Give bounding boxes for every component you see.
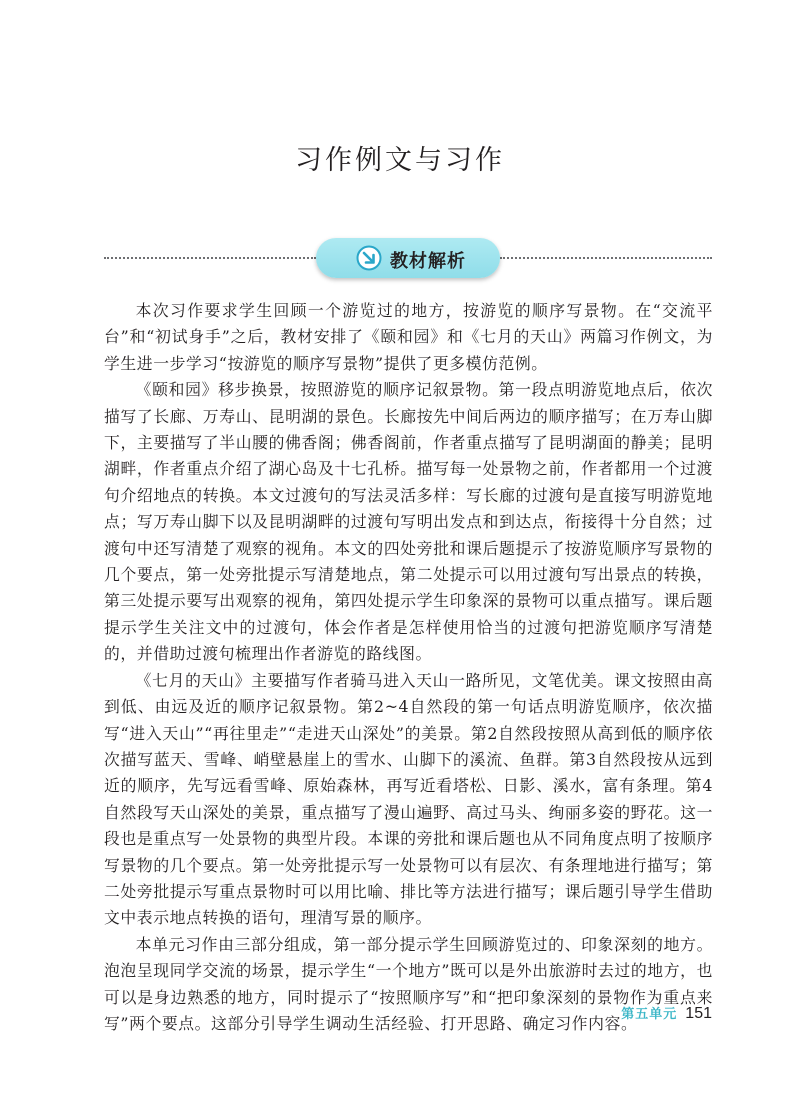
dotted-divider-left bbox=[104, 257, 316, 259]
unit-label: 第五单元 bbox=[621, 1007, 678, 1022]
arrow-circle-icon bbox=[356, 245, 382, 271]
body-text bbox=[104, 298, 713, 1037]
paragraph-writing-task: 本单元习作由三部分组成，第一部分提示学生回顾游览过的、印象深刻的地方。泡泡呈现同学交流的场景，提示学生“一个地方”既可以是外出旅游时去过的地方，也可以是身边熟悉的地方，同时提示了“按照顺序写”和“把印象深刻的景物作为重点来写”两个要点。这部分引导学生调动生活经验、打开思路、确定习作内容。 bbox=[104, 934, 713, 1033]
dotted-divider-right bbox=[500, 257, 712, 259]
page-title: 习作例文与习作 bbox=[295, 145, 505, 176]
page-footer bbox=[621, 1003, 712, 1023]
paragraph-yiheyuan: 《颐和园》移步换景，按照游览的顺序记叙景物。第一段点明游览地点后，依次描写了长廊、万寿山、昆明湖的景色。长廊按先中间后两边的顺序描写；在万寿山脚下，主要描写了半山腰的佛香阁；佛香阁前，作者重点描写了昆明湖面的静美；昆明湖畔，作者重点介绍了湖心岛及十七孔桥。描写每一处景物之前，作者都用一个过渡句介绍地点的转换。本文过渡句的写法灵活多样：写长廊的过渡句是直接写明游览地点；写万寿山脚下以及昆明湖畔的过渡句写明出发点和到达点，衔接得十分自然；过渡句中还写清楚了观察的视角。本文的四处旁批和课后题提示了按游览顺序写景物的几个要点，第一处旁批提示写清楚地点，第二处提示可以用过渡句写出景点的转换，第三处提示要写出观察的视角，第四处提示学生印象深的景物可以重点描写。课后题提示学生关注文中的过渡句，体会作者是怎样使用恰当的过渡句把游览顺序写清楚的，并借助过渡句梳理出作者游览的路线图。 bbox=[104, 380, 713, 664]
section-label-pill bbox=[316, 238, 500, 278]
page-number: 151 bbox=[685, 1005, 712, 1022]
paragraph-intro: 本次习作要求学生回顾一个游览过的地方，按游览的顺序写景物。在“交流平台”和“初试身手”之后，教材安排了《颐和园》和《七月的天山》两篇习作例文，为学生进一步学习“按游览的顺序写景物”提供了更多模仿范例。 bbox=[104, 301, 713, 373]
section-header bbox=[104, 236, 712, 280]
paragraph-tianshan: 《七月的天山》主要描写作者骑马进入天山一路所见，文笔优美。课文按照由高到低、由远及近的顺序记叙景物。第2~4自然段的第一句话点明游览顺序，依次描写“进入天山”“再往里走”“走进天山深处”的美景。第2自然段按照从高到低的顺序依次描写蓝天、雪峰、峭壁悬崖上的雪水、山脚下的溪流、鱼群。第3自然段按从远到近的顺序，先写远看雪峰、原始森林，再写近看塔松、日影、溪水，富有条理。第4自然段写天山深处的美景，重点描写了漫山遍野、高过马头、绚丽多姿的野花。这一段也是重点写一处景物的典型片段。本课的旁批和课后题也从不同角度点明了按顺序写景物的几个要点。第一处旁批提示写一处景物可以有层次、有条理地进行描写；第二处旁批提示写重点景物时可以用比喻、排比等方法进行描写；课后题引导学生借助文中表示地点转换的语句，理清写景的顺序。 bbox=[104, 670, 713, 928]
section-label: 教材解析 bbox=[390, 251, 466, 272]
